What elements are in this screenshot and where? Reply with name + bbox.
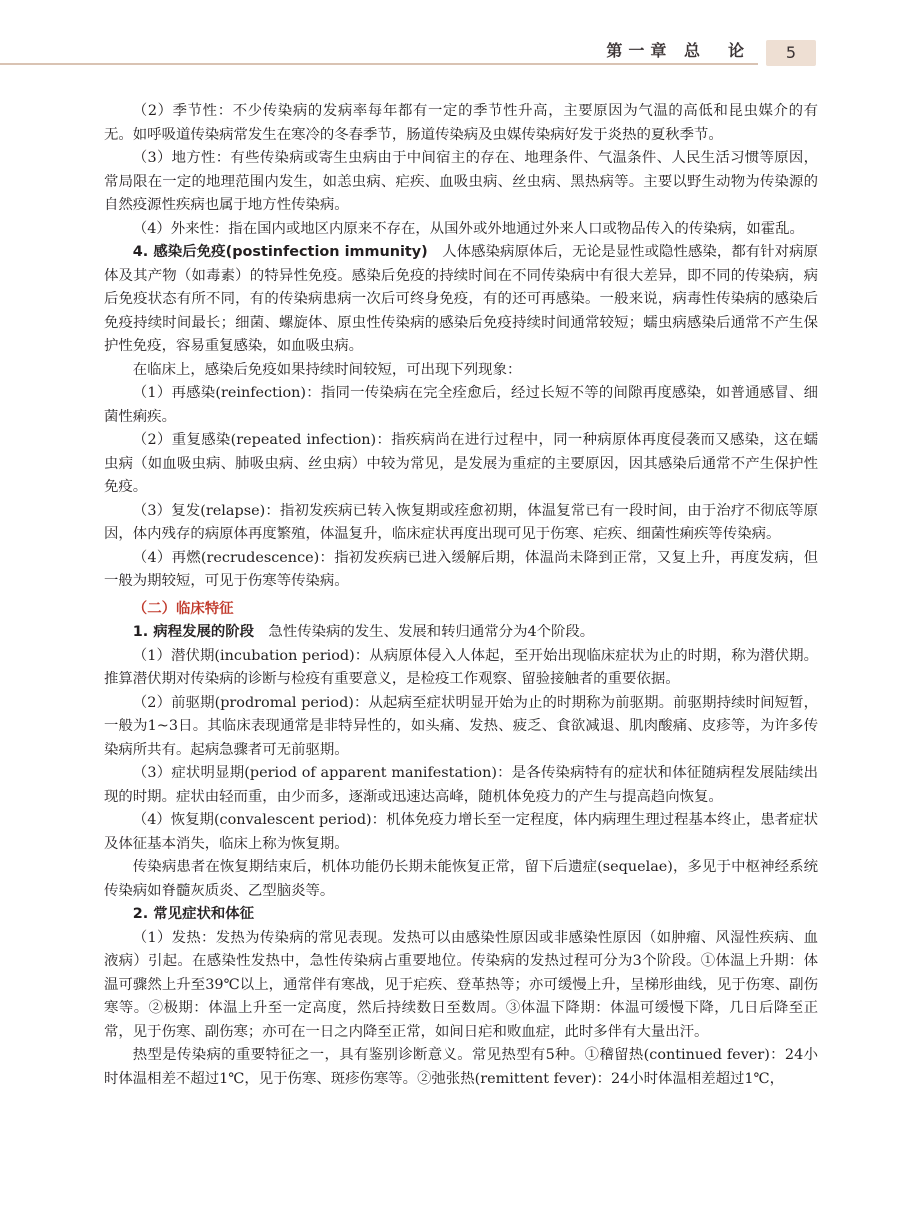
paragraph: （2）重复感染(repeated infection)：指疾病尚在进行过程中，同一种病原体再度侵袭而又感染，这在蠕虫病（如血吸虫病、肺吸虫病、丝虫病）中较为常见，是发展为重症的主要原因，因其感染后通常不产生保护性免疫。 <box>104 432 818 495</box>
paragraph <box>104 621 818 645</box>
paragraph: （2）季节性：不少传染病的发病率每年都有一定的季节性升高，主要原因为气温的高低和昆虫媒介的有无。如呼吸道传染病常发生在寒冷的冬春季节，肠道传染病及虫媒传染病好发于炎热的夏秋季节。 <box>104 103 818 143</box>
paragraph <box>104 903 818 927</box>
chapter-title: 第一章 总 论 <box>606 41 750 60</box>
paragraph: （4）再燃(recrudescence)：指初发疾病已进入缓解后期，体温尚未降到正常，又复上升，再度发病，但一般为期较短，可见于伤寒等传染病。 <box>104 549 818 589</box>
paragraph: （3）地方性：有些传染病或寄生虫病由于中间宿主的存在、地理条件、气温条件、人民生活习惯等原因，常局限在一定的地理范围内发生，如恙虫病、疟疾、血吸虫病、丝虫病、黑热病等。主要以野生动物为传染源的自然疫源性疾病也属于地方性传染病。 <box>104 150 818 213</box>
page-number: 5 <box>766 40 816 66</box>
paragraph: 传染病患者在恢复期结束后，机体功能仍长期未能恢复正常，留下后遗症(sequelae)，多见于中枢神经系统传染病如脊髓灰质炎、乙型脑炎等。 <box>104 859 818 899</box>
paragraph-heading: 4. 感染后免疫(postinfection immunity) <box>132 244 428 260</box>
paragraph: （1）发热：发热为传染病的常见表现。发热可以由感染性原因或非感染性原因（如肿瘤、风湿性疾病、血液病）引起。在感染性发热中，急性传染病占重要地位。传染病的发热过程可分为3个阶段。①体温上升期：体温可骤然上升至39℃以上，通常伴有寒战，见于疟疾、登革热等；亦可缓慢上升，呈梯形曲线，见于伤寒、副伤寒等。②极期：体温上升至一定高度，然后持续数日至数周。③体温下降期：体温可缓慢下降，几日后降至正常，见于伤寒、副伤寒；亦可在一日之内降至正常，如间日疟和败血症，此时多伴有大量出汗。 <box>104 929 818 1040</box>
paragraph-heading: 2. 常见症状和体征 <box>132 906 255 922</box>
paragraph: 在临床上，感染后免疫如果持续时间较短，可出现下列现象： <box>132 361 522 378</box>
body-text <box>104 100 818 1091</box>
paragraph-body: 人体感染病原体后，无论是显性或隐性感染，都有针对病原体及其产物（如毒素）的特异性免疫。感染后免疫的持续时间在不同传染病中有很大差异，即不同的传染病，病后免疫状态有所不同，有的传染病患病一次后可终身免疫，有的还可再感染。一般来说，病毒性传染病的感染后免疫持续时间最长；细菌、螺旋体、原虫性传染病的感染后免疫持续时间通常较短；蠕虫病感染后通常不产生保护性免疫，容易重复感染，如血吸虫病。 <box>104 244 818 354</box>
paragraph: （4）外来性：指在国内或地区内原来不存在，从国外或外地通过外来人口或物品传入的传染病，如霍乱。 <box>132 220 804 237</box>
paragraph: （3）复发(relapse)：指初发疾病已转入恢复期或痊愈初期，体温复常已有一段时间，由于治疗不彻底等原因，体内残存的病原体再度繁殖，体温复升，临床症状再度出现可见于伤寒、疟疾、细菌性痢疾等传染病。 <box>104 502 818 542</box>
paragraph-body: 急性传染病的发生、发展和转归通常分为4个阶段。 <box>268 624 595 640</box>
paragraph: （1）潜伏期(incubation period)：从病原体侵入人体起，至开始出现临床症状为止的时期，称为潜伏期。推算潜伏期对传染病的诊断与检疫有重要意义，是检疫工作观察、留验接触者的重要依据。 <box>104 647 818 687</box>
paragraph: （3）症状明显期(period of apparent manifestation)：是各传染病特有的症状和体征随病程发展陆续出现的时期。症状由轻而重，由少而多，逐渐或迅速达高峰，随机体免疫力的产生与提高趋向恢复。 <box>104 765 818 805</box>
paragraph: （4）恢复期(convalescent period)：机体免疫力增长至一定程度，体内病理生理过程基本终止，患者症状及体征基本消失，临床上称为恢复期。 <box>104 812 818 852</box>
paragraph: （2）前驱期(prodromal period)：从起病至症状明显开始为止的时期称为前驱期。前驱期持续时间短暂，一般为1~3日。其临床表现通常是非特异性的，如头痛、发热、疲乏、食欲减退、肌肉酸痛、皮疹等，为许多传染病所共有。起病急骤者可无前驱期。 <box>104 694 818 758</box>
header-rule <box>0 63 758 65</box>
paragraph: 热型是传染病的重要特征之一，具有鉴别诊断意义。常见热型有5种。①稽留热(continued fever)：24小时体温相差不超过1℃，见于伤寒、斑疹伤寒等。②弛张热(remittent fever)：24小时体温相差超过1℃， <box>104 1047 818 1087</box>
paragraph: （1）再感染(reinfection)：指同一传染病在完全痊愈后，经过长短不等的间隙再度感染，如普通感冒、细菌性痢疾。 <box>104 385 818 425</box>
section-title: （二）临床特征 <box>132 600 234 617</box>
paragraph-heading: 1. 病程发展的阶段 <box>132 624 255 640</box>
paragraph <box>104 241 818 359</box>
